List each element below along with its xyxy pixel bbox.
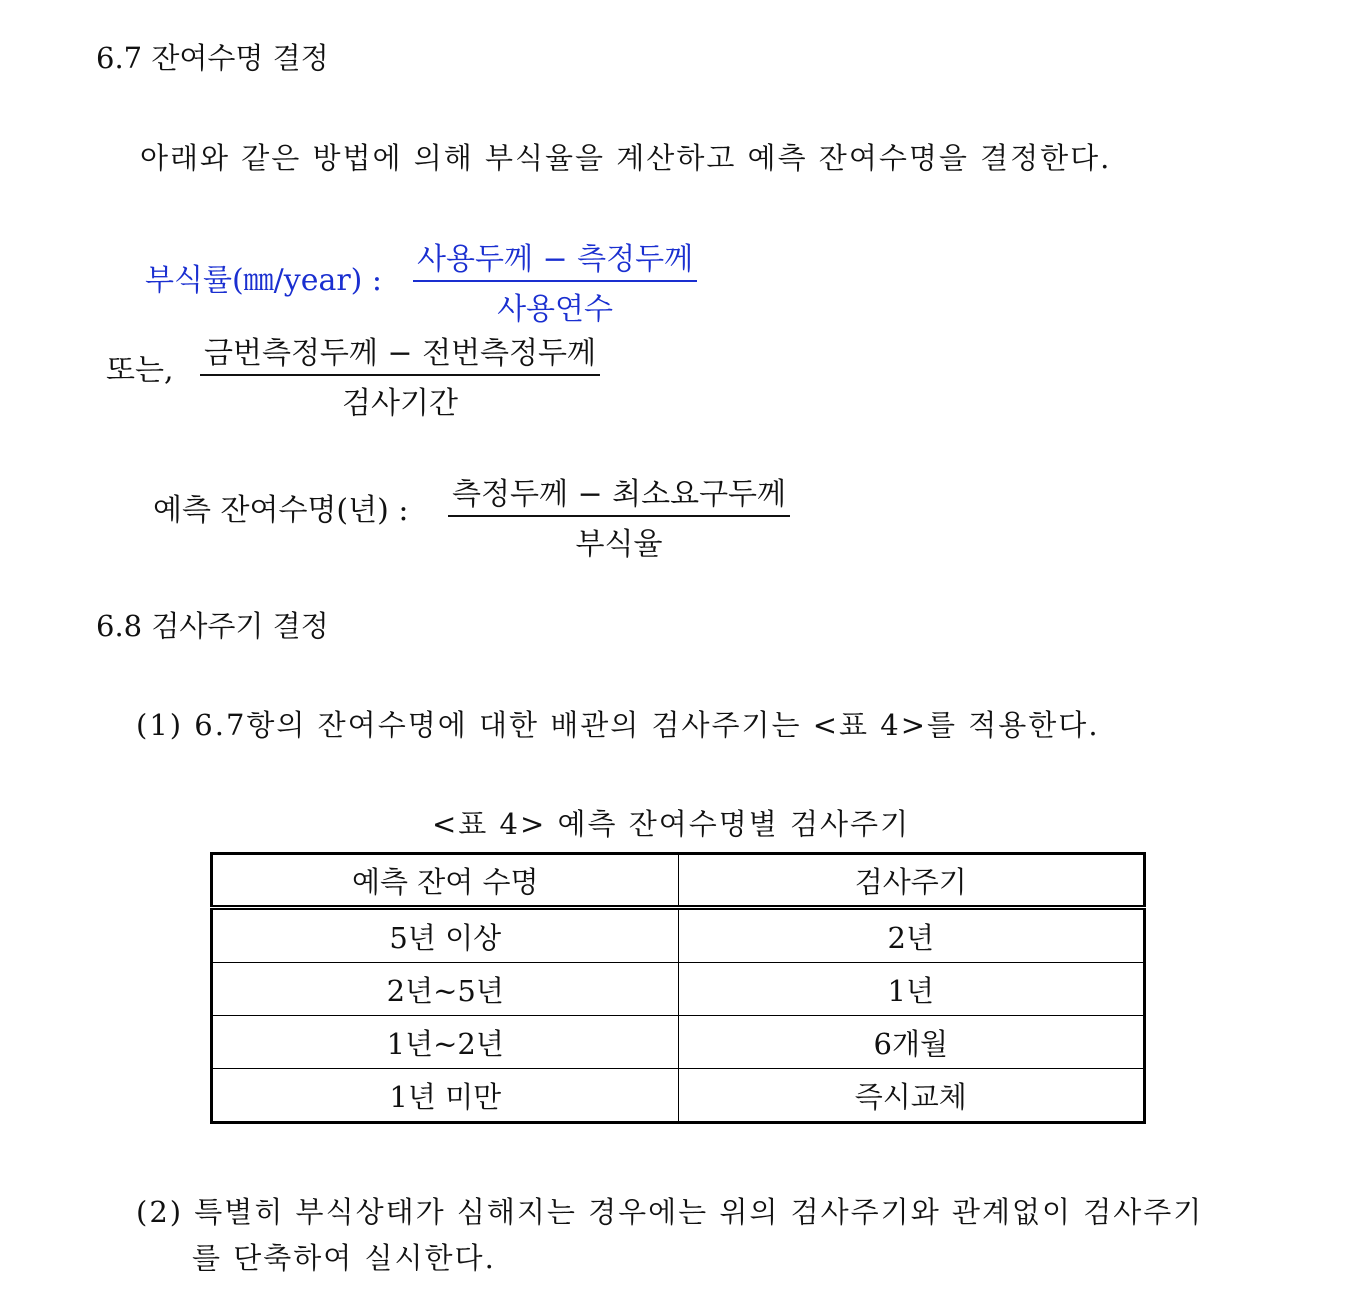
- remaining-life-denominator: 부식율: [575, 527, 663, 562]
- table-cell: 1년: [678, 963, 1145, 1016]
- section-heading-6-8: 6.8 검사주기 결정: [96, 609, 329, 643]
- corrosion-rate-denominator: 사용연수: [497, 292, 613, 327]
- header-cell-remaining-life: 예측 잔여 수명: [212, 854, 679, 908]
- header-cell-inspection-cycle: 검사주기: [678, 854, 1145, 908]
- alternative-rate-denominator: 검사기간: [342, 386, 458, 421]
- table-row: [212, 908, 1145, 963]
- item-2-paragraph-line-1: (2) 특별히 부식상태가 심해지는 경우에는 위의 검사주기와 관계없이 검사주기: [136, 1195, 1204, 1229]
- intro-paragraph: 아래와 같은 방법에 의해 부식율을 계산하고 예측 잔여수명을 결정한다.: [140, 141, 1112, 175]
- corrosion-rate-label: 부식률(㎜/year) :: [145, 263, 383, 298]
- alternative-label: 또는,: [106, 353, 174, 388]
- remaining-life-numerator: 측정두께 − 최소요구두께: [448, 469, 790, 517]
- table-cell: 2년: [678, 908, 1145, 963]
- table-cell: 2년~5년: [212, 963, 679, 1016]
- alternative-rate-fraction: [200, 328, 600, 422]
- table-row: [212, 1069, 1145, 1123]
- table-cell: 1년~2년: [212, 1016, 679, 1069]
- corrosion-rate-fraction: [413, 234, 697, 328]
- inspection-cycle-table: [210, 852, 1146, 1124]
- alternative-rate-numerator: 금번측정두께 − 전번측정두께: [200, 328, 600, 376]
- section-heading-6-7: 6.7 잔여수명 결정: [96, 41, 329, 75]
- table-header-row: [212, 854, 1145, 908]
- corrosion-rate-numerator: 사용두께 − 측정두께: [413, 234, 697, 282]
- table-caption: <표 4> 예측 잔여수명별 검사주기: [432, 807, 911, 841]
- table-cell: 6개월: [678, 1016, 1145, 1069]
- table-row: [212, 963, 1145, 1016]
- table-row: [212, 1016, 1145, 1069]
- item-1-paragraph: (1) 6.7항의 잔여수명에 대한 배관의 검사주기는 <표 4>를 적용한다.: [136, 708, 1100, 742]
- remaining-life-label: 예측 잔여수명(년) :: [153, 493, 409, 528]
- table-cell: 5년 이상: [212, 908, 679, 963]
- table-cell: 즉시교체: [678, 1069, 1145, 1123]
- table-cell: 1년 미만: [212, 1069, 679, 1123]
- item-2-paragraph-line-2: 를 단축하여 실시한다.: [192, 1241, 496, 1275]
- remaining-life-fraction: [448, 469, 790, 563]
